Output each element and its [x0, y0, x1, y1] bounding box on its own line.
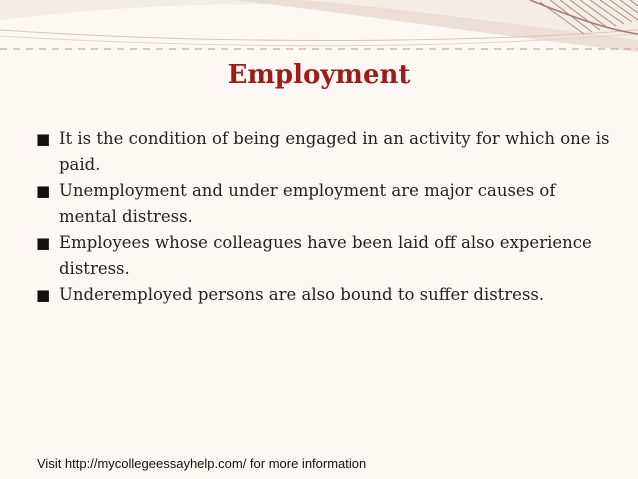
square-bullet-icon: ■ — [36, 286, 51, 304]
footer-link-text[interactable]: Visit http://mycollegeessayhelp.com/ for more information — [37, 456, 367, 471]
bullet-item — [36, 126, 616, 178]
bullet-list — [36, 126, 616, 308]
square-bullet-icon: ■ — [36, 130, 51, 148]
square-bullet-icon: ■ — [36, 182, 51, 200]
bullet-text: It is the condition of being engaged in an activity for which one is paid. — [59, 129, 610, 174]
bullet-text: Employees whose colleagues have been laid off also experience distress. — [59, 233, 592, 278]
bullet-text: Unemployment and under employment are major causes of mental distress. — [59, 181, 556, 226]
bullet-item — [36, 178, 616, 230]
bullet-text: Underemployed persons are also bound to suffer distress. — [59, 285, 545, 304]
slide-title: Employment — [227, 60, 411, 90]
bullet-item — [36, 230, 616, 282]
square-bullet-icon: ■ — [36, 234, 51, 252]
bullet-item — [36, 282, 616, 308]
